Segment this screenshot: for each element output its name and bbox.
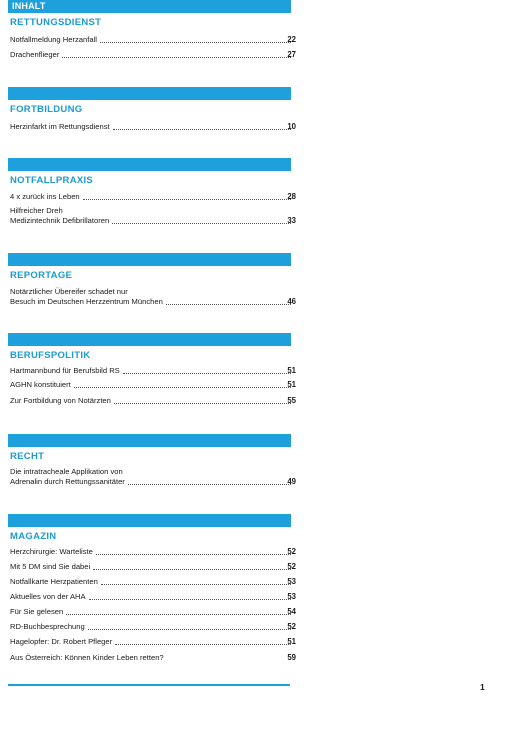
section-bar bbox=[8, 434, 291, 447]
toc-entry[interactable]: Für Sie gelesen 54 bbox=[10, 607, 296, 616]
section-bar bbox=[8, 514, 291, 527]
section-bar bbox=[8, 158, 291, 171]
toc-entry[interactable]: Die intratracheale Applikation von Adrenalin durch Rettungssanitäter 49 bbox=[10, 467, 296, 486]
toc-entry[interactable]: Mit 5 DM sind Sie dabei 52 bbox=[10, 562, 296, 571]
page-ref: 27 bbox=[287, 50, 296, 59]
page-ref: 54 bbox=[287, 607, 296, 616]
toc-entry[interactable]: AGHN konstituiert 51 bbox=[10, 380, 296, 389]
page-ref: 10 bbox=[287, 122, 296, 131]
bottom-rule bbox=[8, 684, 290, 686]
header-bar bbox=[8, 0, 291, 13]
toc-entry[interactable]: Herzchirurgie: Warteliste 52 bbox=[10, 547, 296, 556]
page-ref: 22 bbox=[287, 35, 296, 44]
toc-entry[interactable]: Hagelopfer: Dr. Robert Pfleger 51 bbox=[10, 637, 296, 646]
toc-entry[interactable]: Hartmannbund für Berufsbild RS 51 bbox=[10, 366, 296, 375]
page-ref: 59 bbox=[287, 653, 296, 662]
toc-entry[interactable]: Notfallkarte Herzpatienten 53 bbox=[10, 577, 296, 586]
toc-entry[interactable]: Notfallmeldung Herzanfall 22 bbox=[10, 35, 296, 44]
toc-entry[interactable]: Herzinfarkt im Rettungsdienst 10 bbox=[10, 122, 296, 131]
section-bar bbox=[8, 253, 291, 266]
section-title-berufspolitik: BERUFSPOLITIK bbox=[10, 350, 91, 361]
toc-entry[interactable]: Aus Österreich: Können Kinder Leben retten? 59 bbox=[10, 653, 296, 662]
section-title-reportage: REPORTAGE bbox=[10, 270, 73, 281]
page-ref: 55 bbox=[287, 396, 296, 405]
page-ref: 53 bbox=[287, 577, 296, 586]
section-title-recht: RECHT bbox=[10, 451, 45, 462]
header-label: INHALT bbox=[12, 1, 46, 11]
toc-entry[interactable]: Notärztlicher Übereifer schadet nur Besuch im Deutschen Herzzentrum München 46 bbox=[10, 287, 296, 306]
page-ref: 52 bbox=[287, 547, 296, 556]
page-ref: 52 bbox=[287, 562, 296, 571]
section-bar bbox=[8, 87, 291, 100]
toc-entry[interactable]: 4 x zurück ins Leben 28 bbox=[10, 192, 296, 201]
toc-entry[interactable]: Aktuelles von der AHA 53 bbox=[10, 592, 296, 601]
page-ref: 28 bbox=[287, 192, 296, 201]
page-ref: 51 bbox=[287, 366, 296, 375]
toc-entry[interactable]: Drachenflieger 27 bbox=[10, 50, 296, 59]
toc-entry[interactable]: Hilfreicher Dreh Medizintechnik Defibrillatoren 33 bbox=[10, 206, 296, 225]
section-bar bbox=[8, 333, 291, 346]
section-title-fortbildung: FORTBILDUNG bbox=[10, 104, 83, 115]
section-title-notfallpraxis: NOTFALLPRAXIS bbox=[10, 175, 94, 186]
page-ref: 51 bbox=[287, 380, 296, 389]
page-ref: 49 bbox=[287, 477, 296, 486]
page-ref: 51 bbox=[287, 637, 296, 646]
page-ref: 33 bbox=[287, 216, 296, 225]
section-title-magazin: MAGAZIN bbox=[10, 531, 57, 542]
page-ref: 52 bbox=[287, 622, 296, 631]
page-number: 1 bbox=[480, 682, 485, 692]
toc-entry[interactable]: Zur Fortbildung von Notärzten 55 bbox=[10, 396, 296, 405]
page-ref: 46 bbox=[287, 297, 296, 306]
page-ref: 53 bbox=[287, 592, 296, 601]
section-title-rettungsdienst: RETTUNGSDIENST bbox=[10, 17, 102, 28]
toc-entry[interactable]: RD-Buchbesprechung 52 bbox=[10, 622, 296, 631]
